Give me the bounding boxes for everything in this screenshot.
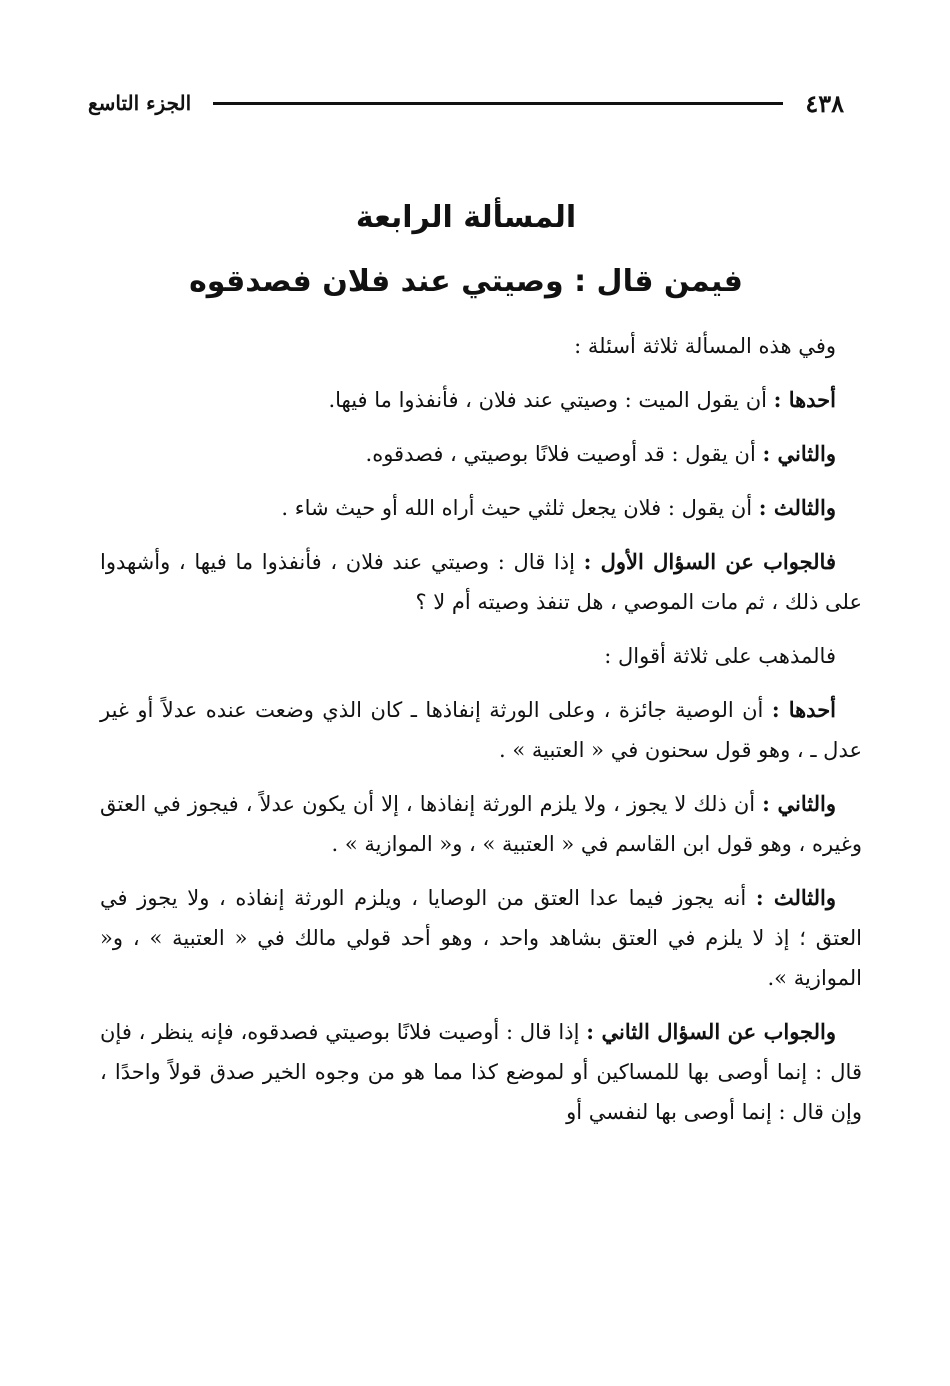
paragraph-text: إذا قال : وصيتي عند فلان ، فأنفذوا ما فيها ، وأشهدوا على ذلك ، ثم مات الموصي ، هل تنفذ وصيته أم لا ؟ [100,550,862,614]
paragraph-lead: والجواب عن السؤال الثاني : [586,1019,836,1044]
paragraph-opinion-2 [100,784,862,864]
paragraph-lead: والثاني : [762,791,836,816]
paragraph-text: أن الوصية جائزة ، وعلى الورثة إنفاذها ـ كان الذي وضعت عنده عدلاً أو غير عدل ـ ، وهو قول سحنون في « العتبية » . [100,698,862,762]
paragraph-text: أن ذلك لا يجوز ، ولا يلزم الورثة إنفاذها ، إلا أن يكون عدلاً ، فيجوز في العتق وغيره ، وهو قول ابن القاسم في « العتبية » ، و« الموازية » . [100,792,862,856]
paragraph-text: وفي هذه المسألة ثلاثة أسئلة : [574,334,836,358]
paragraph-lead: فالجواب عن السؤال الأول : [583,549,836,574]
paragraph-answer-1 [100,542,862,622]
paragraph-question-3 [100,488,862,528]
volume-title: الجزء التاسع [88,91,192,115]
paragraph-text: إذا قال : أوصيت فلانًا بوصيتي فصدقوه، فإنه ينظر ، فإن قال : إنما أوصى بها للمساكين أو لموضع كذا مما هو من وجوه الخير صدق قولاً واحدًا ، وإن قال : إنما أوصى بها لنفسي أو [100,1020,862,1124]
paragraph-question-2 [100,434,862,474]
paragraph-lead: والثالث : [755,885,836,910]
paragraph-text: أن يقول : قد أوصيت فلانًا بوصيتي ، فصدقوه. [365,442,763,466]
body-text [100,326,862,1146]
paragraph-intro [100,326,862,366]
paragraph-text: أن يقول الميت : وصيتي عند فلان ، فأنفذوا ما فيها. [328,388,774,412]
paragraph-opinion-3 [100,878,862,998]
paragraph-opinions-intro [100,636,862,676]
paragraph-lead: والثالث : [758,495,836,520]
paragraph-opinion-1 [100,690,862,770]
paragraph-lead: أحدها : [771,697,837,722]
paragraph-text: أنه يجوز فيما عدا العتق من الوصايا ، ويلزم الورثة إنفاذه ، ولا يجوز في العتق ؛ إذ لا يلزم في العتق بشاهد واحد ، وهو أحد قولي مالك في « العتبية » ، و« الموازية ». [100,886,862,990]
issue-subtitle: فيمن قال : وصيتي عند فلان فصدقوه [189,264,743,299]
paragraph-question-1 [100,380,862,420]
paragraph-text: أن يقول : فلان يجعل ثلثي حيث أراه الله أو حيث شاء . [281,496,759,520]
paragraph-text: فالمذهب على ثلاثة أقوال : [604,644,836,668]
paragraph-lead: والثاني : [762,441,836,466]
page-number: ٤٣٨ [805,88,844,118]
paragraph-lead: أحدها : [773,387,836,412]
header-rule [213,102,783,105]
paragraph-answer-2 [100,1012,862,1132]
running-header [88,86,844,120]
issue-title: المسألة الرابعة [355,200,577,235]
